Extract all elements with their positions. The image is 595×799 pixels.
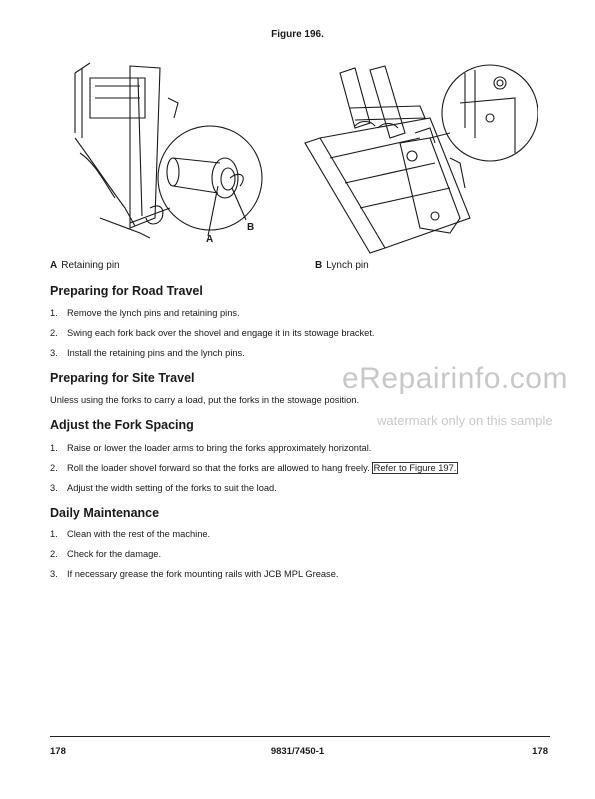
step-text: Clean with the rest of the machine.: [67, 529, 211, 539]
list-item: [50, 549, 161, 559]
step-number: 2.: [50, 549, 58, 559]
caption-a: [50, 260, 120, 271]
list-item: [50, 569, 338, 579]
step-text: Adjust the width setting of the forks to suit the load.: [67, 483, 277, 493]
step-text: Check for the damage.: [67, 549, 162, 559]
caption-a-text: Retaining pin: [61, 260, 120, 271]
step-number: 2.: [50, 463, 58, 473]
list-item: [50, 529, 210, 539]
figure-197-link[interactable]: Refer to Figure 197.: [373, 463, 457, 473]
step-text: Roll the loader shovel forward so that the forks are allowed to hang freely.: [67, 463, 370, 473]
step-text: Remove the lynch pins and retaining pins.: [67, 308, 240, 318]
heading-site-travel: Preparing for Site Travel: [50, 371, 195, 385]
step-text: Swing each fork back over the shovel and engage it in its stowage bracket.: [67, 328, 375, 338]
caption-b: [315, 260, 369, 271]
step-number: 3.: [50, 483, 58, 493]
footer-page-right: 178: [532, 746, 548, 757]
site-travel-text: Unless using the forks to carry a load, put the forks in the stowage position.: [50, 395, 360, 405]
figure-title: Figure 196.: [271, 29, 324, 40]
caption-a-key: A: [50, 260, 58, 271]
step-text: Raise or lower the loader arms to bring the forks approximately horizontal.: [67, 443, 372, 453]
heading-daily-maintenance: Daily Maintenance: [50, 506, 160, 520]
footer-doc-number: 9831/7450-1: [270, 746, 325, 757]
heading-fork-spacing: Adjust the Fork Spacing: [50, 418, 194, 432]
step-text: If necessary grease the fork mounting rails with JCB MPL Grease.: [67, 569, 339, 579]
step-text: Install the retaining pins and the lynch pins.: [67, 348, 245, 358]
step-number: 2.: [50, 328, 58, 338]
caption-b-key: B: [315, 260, 323, 271]
step-number: 3.: [50, 348, 58, 358]
footer-page-left: 178: [50, 746, 66, 757]
list-item: [50, 443, 371, 453]
step-number: 1.: [50, 308, 58, 318]
list-item: [50, 483, 277, 493]
heading-road-travel: Preparing for Road Travel: [50, 284, 203, 298]
step-number: 1.: [50, 443, 58, 453]
retaining-pin-illustration: [70, 58, 265, 243]
step-number: 3.: [50, 569, 58, 579]
caption-b-text: Lynch pin: [326, 260, 369, 271]
label-a: A: [206, 234, 214, 245]
list-item: [50, 463, 458, 473]
step-number: 1.: [50, 529, 58, 539]
label-b: B: [247, 222, 255, 233]
list-item: [50, 348, 245, 358]
watermark-main: eRepairinfo.com: [342, 362, 568, 395]
list-item: [50, 308, 240, 318]
list-item: [50, 328, 375, 338]
fork-stowage-illustration: [300, 58, 538, 263]
footer-rule: [50, 736, 550, 737]
watermark-sub: watermark only on this sample: [377, 413, 553, 428]
